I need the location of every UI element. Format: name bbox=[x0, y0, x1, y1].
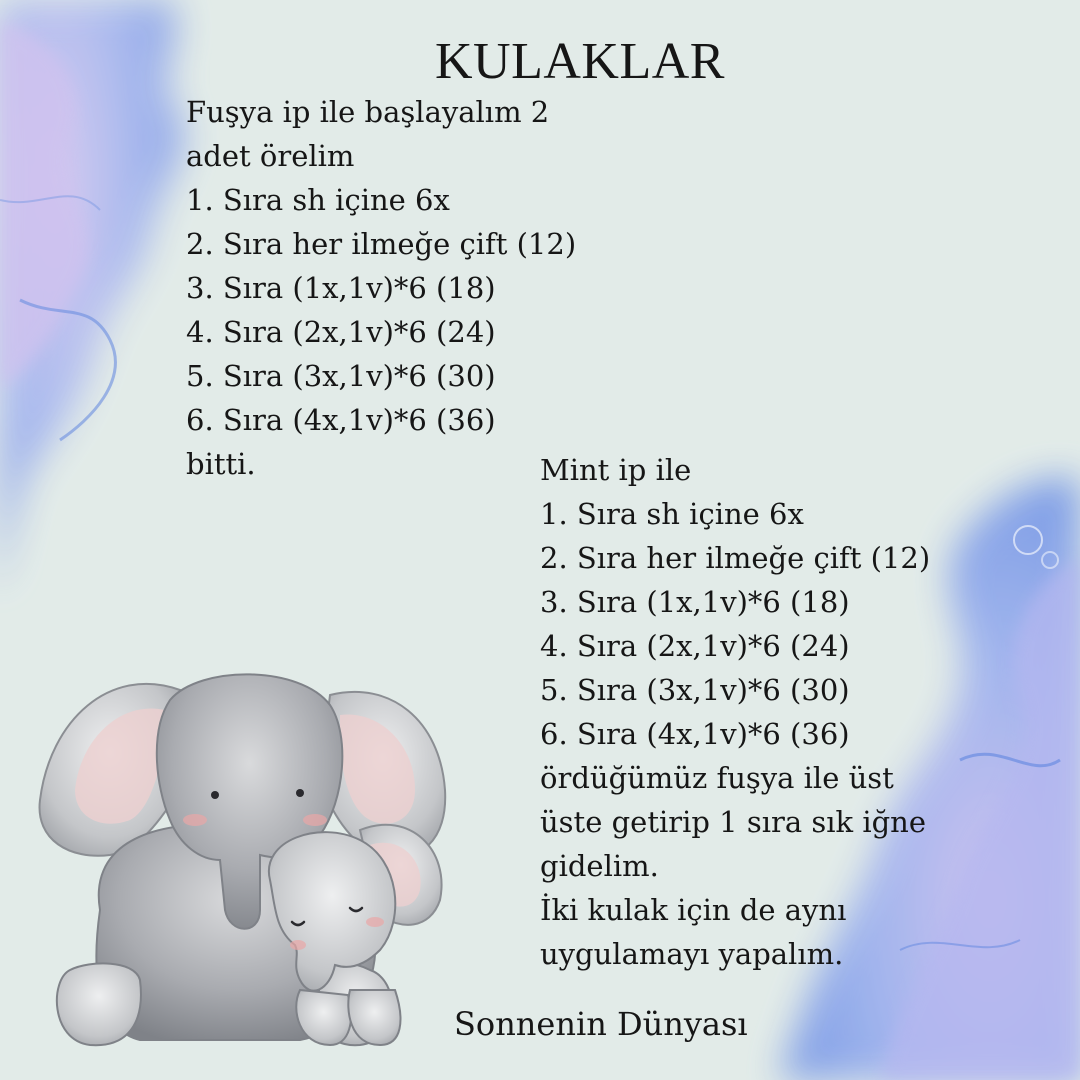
mint-instructions bbox=[540, 448, 930, 976]
instruction-line: 3. Sıra (1x,1v)*6 (18) bbox=[186, 271, 496, 305]
instruction-line: gidelim. bbox=[540, 849, 659, 883]
instruction-line: ördüğümüz fuşya ile üst bbox=[540, 761, 894, 795]
instruction-line: 1. Sıra sh içine 6x bbox=[186, 183, 450, 217]
instruction-line: 2. Sıra her ilmeğe çift (12) bbox=[186, 227, 577, 261]
instruction-line: 6. Sıra (4x,1v)*6 (36) bbox=[540, 717, 850, 751]
fuchsia-instructions bbox=[186, 90, 576, 486]
instruction-line: 3. Sıra (1x,1v)*6 (18) bbox=[540, 585, 850, 619]
instruction-line: 5. Sıra (3x,1v)*6 (30) bbox=[540, 673, 850, 707]
instruction-line: İki kulak için de aynı bbox=[540, 893, 847, 927]
instruction-line: 2. Sıra her ilmeğe çift (12) bbox=[540, 541, 931, 575]
instruction-line: üste getirip 1 sıra sık iğne bbox=[540, 805, 926, 839]
instruction-line: 4. Sıra (2x,1v)*6 (24) bbox=[186, 315, 496, 349]
instruction-line: bitti. bbox=[186, 447, 256, 481]
elephant-illustration bbox=[30, 660, 460, 1060]
instruction-line: 5. Sıra (3x,1v)*6 (30) bbox=[186, 359, 496, 393]
instruction-line: 4. Sıra (2x,1v)*6 (24) bbox=[540, 629, 850, 663]
signature: Sonnenin Dünyası bbox=[454, 1005, 748, 1043]
instruction-line: Mint ip ile bbox=[540, 453, 692, 487]
instruction-line: uygulamayı yapalım. bbox=[540, 937, 844, 971]
page-title: KULAKLAR bbox=[435, 33, 725, 90]
instruction-line: 1. Sıra sh içine 6x bbox=[540, 497, 804, 531]
instruction-line: 6. Sıra (4x,1v)*6 (36) bbox=[186, 403, 496, 437]
instruction-line: adet örelim bbox=[186, 139, 355, 173]
instruction-line: Fuşya ip ile başlayalım 2 bbox=[186, 95, 550, 129]
